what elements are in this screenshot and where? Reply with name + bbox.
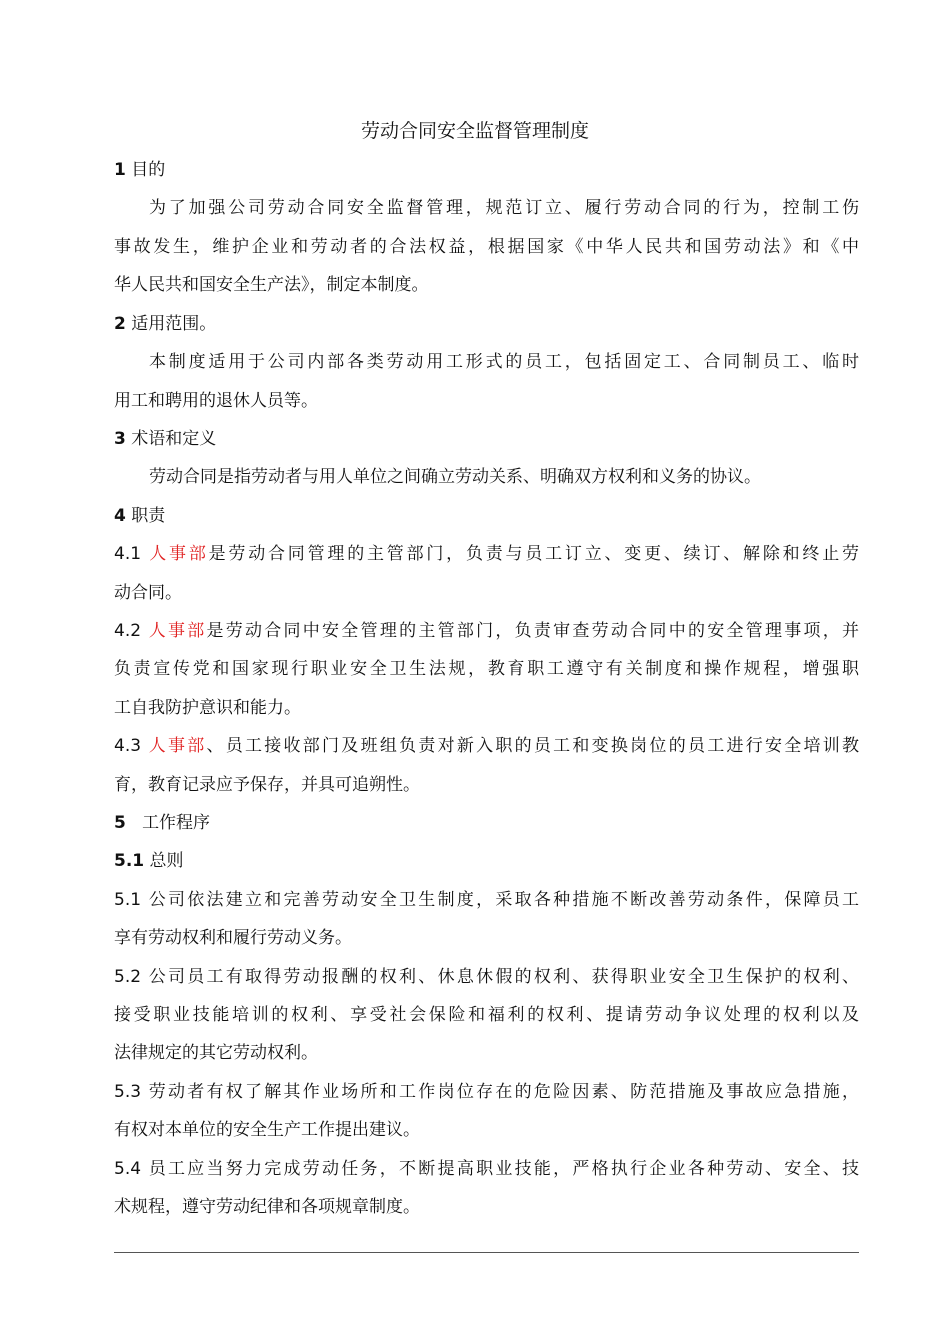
item-4-3-line — [114, 734, 859, 758]
paragraph-line: 负责宣传党和国家现行职业安全卫生法规，教育职工遵守有关制度和操作规程，增强职 — [114, 659, 859, 679]
section-1-number: 1 — [114, 160, 126, 180]
section-2-title: 适用范围。 — [131, 314, 217, 334]
section-3-number: 3 — [114, 429, 126, 449]
paragraph-line: 5.1 公司依法建立和完善劳动安全卫生制度，采取各种措施不断改善劳动条件，保障员工 — [114, 890, 859, 910]
paragraph-line: 为了加强公司劳动合同安全监督管理，规范订立、履行劳动合同的行为，控制工伤 — [149, 198, 859, 218]
section-5-heading — [114, 811, 210, 835]
section-4-title: 职责 — [131, 506, 166, 526]
subsection-number: 5.1 — [114, 851, 145, 871]
paragraph-line: 事故发生，维护企业和劳动者的合法权益，根据国家《中华人民共和国劳动法》和《中 — [114, 237, 859, 257]
document-title: 劳动合同安全监督管理制度 — [360, 120, 589, 142]
section-1-title: 目的 — [131, 160, 166, 180]
paragraph-line: 育，教育记录应予保存，并具可追朔性。 — [114, 775, 420, 795]
paragraph-line: 华人民共和国安全生产法》，制定本制度。 — [114, 275, 429, 295]
paragraph-line: 用工和聘用的退休人员等。 — [114, 391, 318, 411]
subsection-title: 总则 — [149, 851, 184, 871]
section-2-heading — [114, 312, 216, 336]
department-name: 人事部 — [148, 736, 207, 756]
department-name: 人事部 — [149, 544, 209, 564]
paragraph-line: 5.3 劳动者有权了解其作业场所和工作岗位存在的危险因素、防范措施及事故应急措施， — [114, 1082, 859, 1102]
paragraph-line: 法律规定的其它劳动权利。 — [114, 1043, 318, 1063]
section-5-number: 5 — [114, 813, 126, 833]
section-3-title: 术语和定义 — [131, 429, 217, 449]
section-1-heading — [114, 158, 165, 182]
subsection-5-1-heading — [114, 849, 184, 873]
paragraph-line: 动合同。 — [114, 583, 182, 603]
paragraph-line: 享有劳动权利和履行劳动义务。 — [114, 928, 352, 948]
paragraph-line: 术规程，遵守劳动纪律和各项规章制度。 — [114, 1197, 420, 1217]
item-text: 是劳动合同中安全管理的主管部门，负责审查劳动合同中的安全管理事项，并 — [206, 621, 860, 641]
paragraph-line: 有权对本单位的安全生产工作提出建议。 — [114, 1120, 420, 1140]
paragraph-line: 本制度适用于公司内部各类劳动用工形式的员工，包括固定工、合同制员工、临时 — [149, 352, 859, 372]
paragraph-line: 5.2 公司员工有取得劳动报酬的权利、休息休假的权利、获得职业安全卫生保护的权利、 — [114, 967, 859, 987]
item-text: 、员工接收部门及班组负责对新入职的员工和变换岗位的员工进行安全培训教 — [206, 736, 860, 756]
footer-divider — [114, 1252, 859, 1253]
department-name: 人事部 — [148, 621, 207, 641]
item-number: 4.3 — [114, 736, 142, 756]
section-2-number: 2 — [114, 314, 126, 334]
item-text: 是劳动合同管理的主管部门，负责与员工订立、变更、续订、解除和终止劳 — [208, 544, 860, 564]
paragraph-line: 工自我防护意识和能力。 — [114, 698, 301, 718]
section-4-number: 4 — [114, 506, 126, 526]
paragraph-line: 接受职业技能培训的权利、享受社会保险和福利的权利、提请劳动争议处理的权利以及 — [114, 1005, 859, 1025]
section-4-heading — [114, 504, 165, 528]
paragraph-line: 5.4 员工应当努力完成劳动任务，不断提高职业技能，严格执行企业各种劳动、安全、技 — [114, 1159, 859, 1179]
item-number: 4.1 — [114, 544, 142, 564]
paragraph-line: 劳动合同是指劳动者与用人单位之间确立劳动关系、明确双方权利和义务的协议。 — [149, 467, 761, 487]
item-4-2-line — [114, 619, 859, 643]
item-number: 4.2 — [114, 621, 142, 641]
section-3-heading — [114, 427, 216, 451]
section-5-title: 工作程序 — [142, 813, 211, 833]
item-4-1-line — [114, 542, 859, 566]
